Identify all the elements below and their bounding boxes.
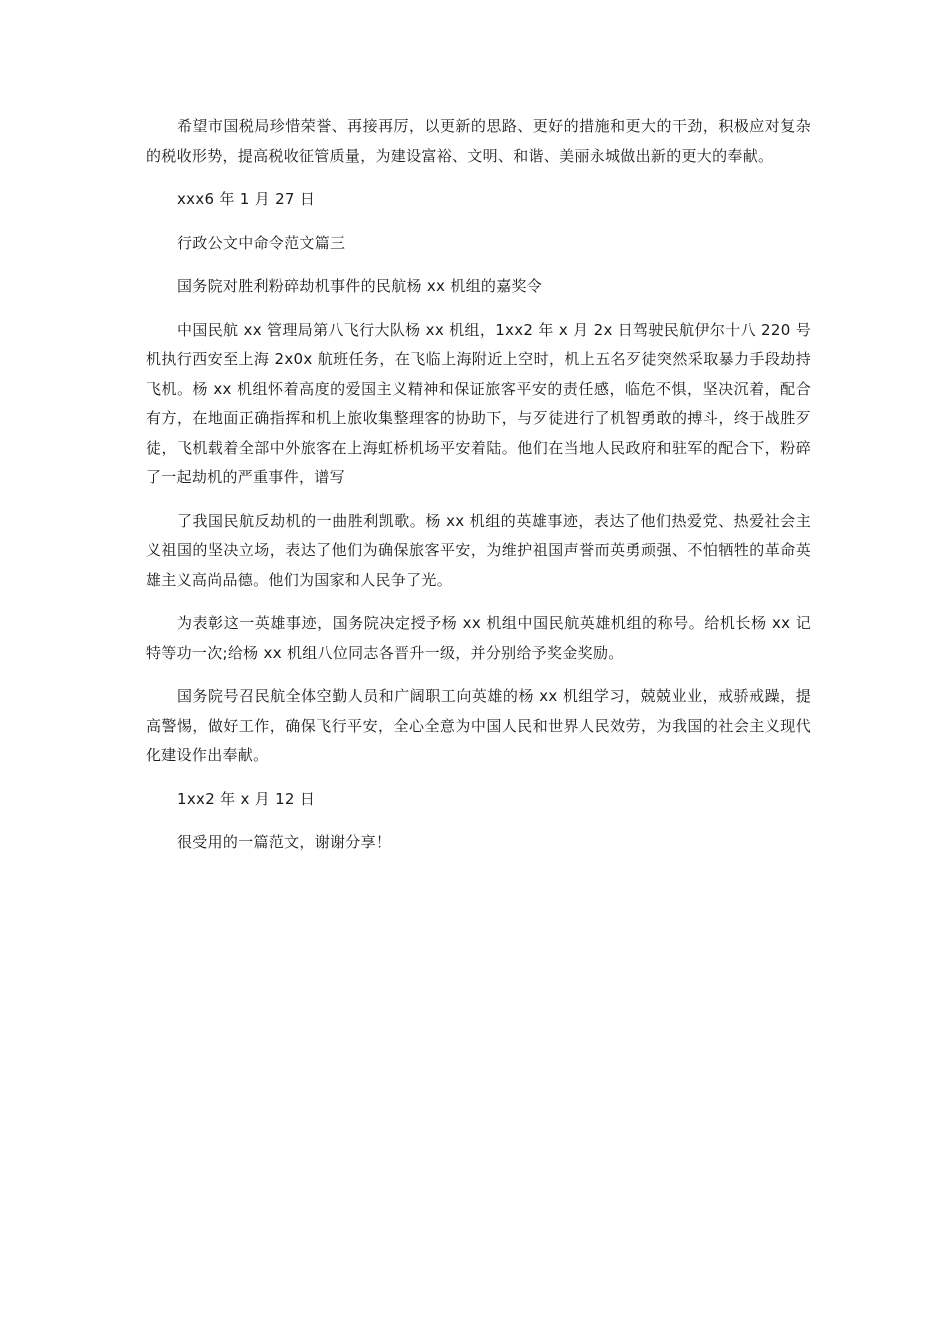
date-line-1: xxx6 年 1 月 27 日 bbox=[177, 190, 316, 208]
closing-comment: 很受用的一篇范文，谢谢分享！ bbox=[177, 833, 392, 851]
paragraph-tax-bureau-hope: 希望市国税局珍惜荣誉、再接再厉，以更新的思路、更好的措施和更大的干劲，积极应对复杂的税收形势，提高税收征管质量，为建设富裕、文明、和谐、美丽永城做出新的更大的奉献。 bbox=[146, 117, 811, 165]
order-title: 国务院对胜利粉碎劫机事件的民航杨 xx 机组的嘉奖令 bbox=[177, 277, 543, 295]
section-heading: 行政公文中命令范文篇三 bbox=[177, 233, 346, 252]
document-body bbox=[146, 112, 811, 872]
paragraph-call-to-learn: 国务院号召民航全体空勤人员和广阔职工向英雄的杨 xx 机组学习，兢兢业业，戒骄戒躁，提高警惕，做好工作，确保飞行平安，全心全意为中国人民和世界人民效劳，为我国的社会主义现代化建设作出奉献。 bbox=[146, 687, 811, 764]
paragraph-commendation: 为表彰这一英雄事迹，国务院决定授予杨 xx 机组中国民航英雄机组的称号。给机长杨 xx 记特等功一次;给杨 xx 机组八位同志各晋升一级，并分别给予奖金奖励。 bbox=[146, 614, 811, 662]
paragraph-heroic-deeds: 了我国民航反劫机的一曲胜利凯歌。杨 xx 机组的英雄事迹，表达了他们热爱党、热爱社会主义祖国的坚决立场，表达了他们为确保旅客平安，为维护祖国声誉而英勇顽强、不怕牺牲的革命英雄主义高尚品德。他们为国家和人民争了光。 bbox=[146, 511, 811, 589]
date-line-2: 1xx2 年 x 月 12 日 bbox=[177, 789, 316, 808]
paragraph-hijack-event: 中国民航 xx 管理局第八飞行大队杨 xx 机组，1xx2 年 x 月 2x 日驾驶民航伊尔十八 220 号机执行西安至上海 2x0x 航班任务，在飞临上海附近上空时，机上五名歹徒突然采取暴力手段劫持飞机。杨 xx 机组怀着高度的爱国主义精神和保证旅客平安的责任感，临危不惧，坚决沉着，配合有方，在地面正确指挥和机上旅收集整理客的协助下，与歹徒进行了机智勇敢的搏斗，终于战胜歹徒，飞机载着全部中外旅客在上海虹桥机场平安着陆。他们在当地人民政府和驻军的配合下，粉碎了一起劫机的严重事件，谱写 bbox=[146, 320, 811, 486]
